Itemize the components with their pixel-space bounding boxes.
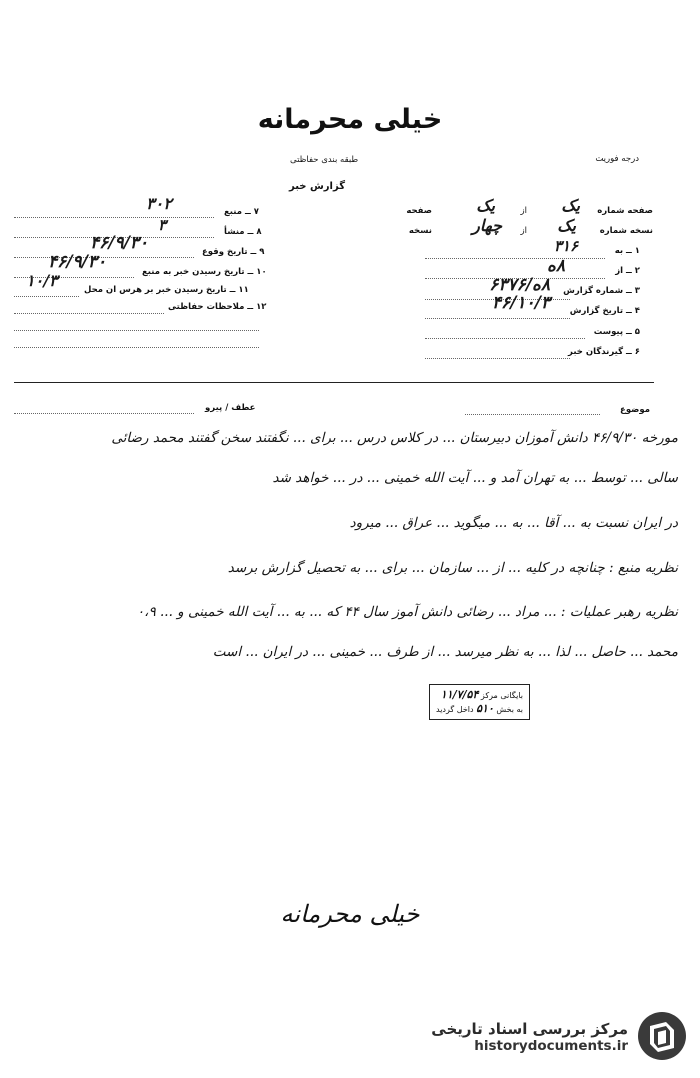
local-receipt-value: ۱۰/۳ <box>26 271 58 290</box>
stamp-line2-label: به بخش <box>496 705 524 714</box>
origin-value: ۳ <box>158 216 167 234</box>
remarks-label: ۱۲ ــ ملاحظات حفاظتی <box>168 302 267 312</box>
to-label: ۱ ــ به <box>614 246 640 256</box>
page-number-label: صفحه شماره <box>597 206 653 216</box>
report-date-dotline <box>425 318 570 319</box>
page-number-value: یک <box>561 196 580 215</box>
stamp-line1-label: بایگانی مرکز <box>480 691 524 700</box>
body-line-6: محمد ... حاصل ... لذا ... به نظر میرسد ... از طرف ... خمینی ... در ایران ... است <box>212 644 678 660</box>
watermark-text <box>431 1020 628 1054</box>
event-date-value: ۴۶/۹/۳۰ <box>90 233 149 253</box>
remarks-dotline-2 <box>14 330 259 331</box>
body-line-3: در ایران نسبت به ... آقا ... به ... میگوید ... عراق ... میرود <box>349 515 678 531</box>
source-label: ۷ ــ منبع <box>224 207 259 217</box>
subject-label: موضوع <box>620 405 650 415</box>
attachment-label: ۵ ــ پیوست <box>593 327 640 337</box>
page-of-label: از <box>520 206 527 216</box>
body-line-1: مورخه ۴۶/۹/۳۰ دانش آموزان دبیرستان ... در کلاس درس ... برای ... نگفتند سخن گفتند محمد رضائی <box>111 430 678 446</box>
subject-dotline <box>465 414 600 415</box>
source-dotline <box>14 217 214 218</box>
to-dotline <box>425 258 605 259</box>
archive-logo-icon <box>636 1010 688 1062</box>
report-date-label: ۴ ــ تاریخ گزارش <box>569 306 640 316</box>
origin-label: ۸ ــ منشأ <box>224 227 262 237</box>
source-receipt-label: ۱۰ ــ تاریخ رسیدن خبر به منبع <box>142 267 267 277</box>
classification-title: خیلی محرمانه <box>257 104 443 135</box>
stamp-line1-value: ۱۱/۷/۵۴ <box>440 688 479 701</box>
event-date-label: ۹ ــ تاریخ وقوع <box>202 247 265 257</box>
copy-number-value: یک <box>557 216 576 235</box>
copy-label: نسخه <box>408 226 432 236</box>
stamp-line2-suffix: داخل گردید <box>436 705 474 714</box>
source-value: ۳۰۲ <box>146 194 172 213</box>
report-number-value: ۸ه/۶۳۷۶ <box>489 275 550 295</box>
recipients-label: ۶ ــ گیرندگان خبر <box>568 347 640 357</box>
source-receipt-value: ۴۶/۹/۳۰ <box>48 252 107 272</box>
report-date-value: ۴۶/۱۰/۳ <box>491 293 550 313</box>
stamp-line2-value: ۵۱۰ <box>476 702 494 715</box>
section-divider <box>14 382 654 383</box>
from-value: ۸ه <box>546 256 565 276</box>
copy-of-label: از <box>520 226 527 236</box>
body-line-2: سالی ... توسط ... به تهران آمد و ... آیت الله خمینی ... در ... خواهد شد <box>272 470 678 486</box>
remarks-dotline-3 <box>14 347 259 348</box>
watermark-url[interactable]: historydocuments.ir <box>474 1038 628 1054</box>
page-of-value: یک <box>476 196 495 215</box>
from-label: ۲ ــ از <box>615 266 640 276</box>
urgency-label: درجه فوریت <box>595 154 639 164</box>
reference-dotline <box>14 413 194 414</box>
remarks-dotline <box>14 313 164 314</box>
page-label: صفحه <box>406 206 432 216</box>
recipients-dotline <box>425 358 570 359</box>
local-receipt-label: ۱۱ ــ تاریخ رسیدن خبر بر هرس ان محل <box>84 285 249 295</box>
copy-of-value: چهار <box>472 216 502 235</box>
form-title: گزارش خبر <box>289 181 346 192</box>
footer-classification: خیلی محرمانه <box>280 900 420 928</box>
reference-label: عطف / پیرو <box>205 403 256 413</box>
to-value: ۳۱۶ <box>553 237 578 255</box>
body-line-4: نظریه منبع : چنانچه در کلیه ... از ... سازمان ... برای ... به تحصیل گزارش برسد <box>227 560 678 576</box>
archive-stamp <box>429 684 530 720</box>
body-line-5: نظریه رهبر عملیات : ... مراد ... رضائی دانش آموز سال ۴۴ که ... به ... آیت الله خمینی و ... ۰،۹ <box>136 604 678 620</box>
report-number-label: ۳ ــ شماره گزارش <box>563 286 640 296</box>
attachment-dotline <box>425 338 585 339</box>
local-receipt-dotline <box>14 296 79 297</box>
copy-number-label: نسخه شماره <box>599 226 653 236</box>
watermark-org-name: مرکز بررسی اسناد تاریخی <box>431 1020 628 1038</box>
classification-label: طبقه بندی حفاظتی <box>290 155 359 165</box>
